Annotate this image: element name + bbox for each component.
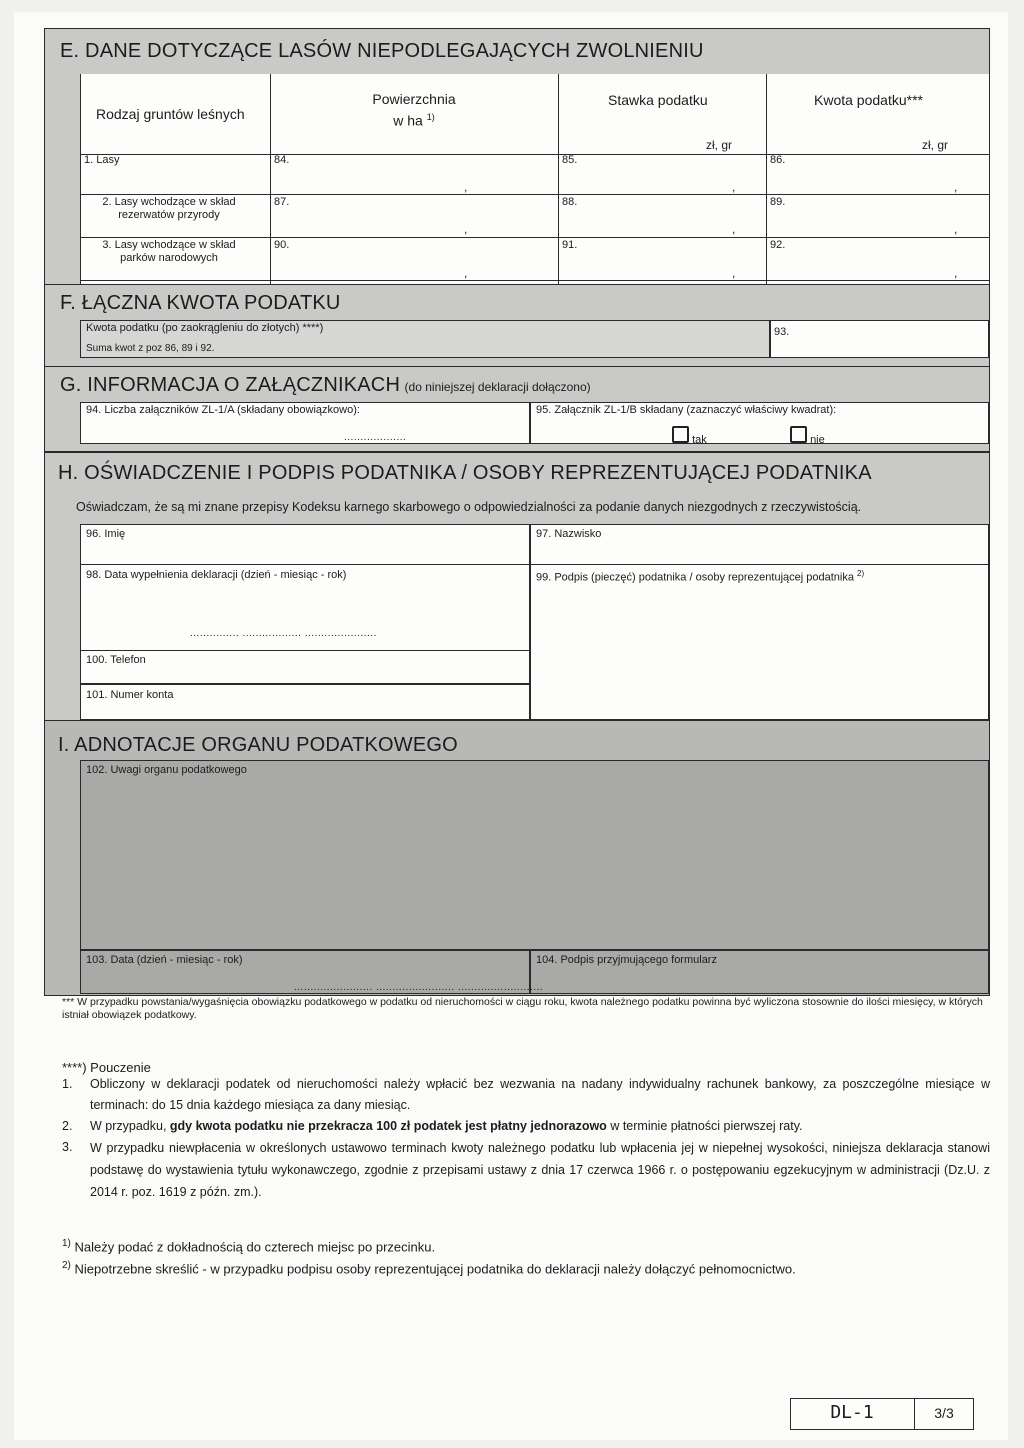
field-102: 102. Uwagi organu podatkowego bbox=[86, 764, 247, 776]
field-104-dots: ........................ ........................ .......................... bbox=[294, 982, 544, 993]
field-98-label: 98. Data wypełnienia deklaracji (dzień - miesiąc - rok) bbox=[86, 569, 347, 581]
field-102-box bbox=[80, 760, 989, 950]
field-99-label[interactable]: 99. Podpis (pieczęć) podatnika / osoby reprezentującej podatnika $^{2)}$ bbox=[536, 569, 865, 584]
field-87[interactable]: 87. bbox=[274, 196, 290, 208]
field-85[interactable]: 85. bbox=[562, 154, 578, 166]
field-93[interactable]: 93. bbox=[774, 326, 790, 338]
field-100[interactable]: 100. Telefon bbox=[86, 654, 146, 666]
field-90[interactable]: 90. bbox=[274, 239, 290, 251]
field-86[interactable]: 86. bbox=[770, 154, 786, 166]
unit-amount-currency: zł, gr bbox=[922, 138, 949, 152]
field-89[interactable]: 89. bbox=[770, 196, 786, 208]
section-g-title: G. INFORMACJA O ZAŁĄCZNIKACH (do niniejszej deklaracji dołączono) bbox=[60, 374, 591, 396]
field-100-box bbox=[80, 650, 530, 684]
field-104: 104. Podpis przyjmującego formularz bbox=[536, 954, 717, 966]
pouczenie-2-num: 2. bbox=[62, 1119, 73, 1133]
field-91[interactable]: 91. bbox=[562, 239, 578, 251]
header-land-type: Rodzaj gruntów leśnych bbox=[96, 106, 245, 122]
section-i-title: I. ADNOTACJE ORGANU PODATKOWEGO bbox=[58, 734, 458, 756]
f-total-sublabel: Suma kwot z poz 86, 89 i 92. bbox=[86, 343, 215, 354]
field-97[interactable]: 97. Nazwisko bbox=[536, 528, 602, 540]
field-101[interactable]: 101. Numer konta bbox=[86, 689, 174, 701]
page-number: 3/3 bbox=[934, 1405, 954, 1421]
unit-rate-currency: zł, gr bbox=[706, 138, 733, 152]
field-95-label: 95. Załącznik ZL-1/B składany (zaznaczyć właściwy kwadrat): bbox=[536, 404, 837, 416]
note-1: $^{1)}$ Należy podać z dokładnością do czterech miejsc po przecinku. bbox=[62, 1238, 436, 1255]
note-2: $^{2)}$ Niepotrzebne skreślić - w przypadku podpisu osoby reprezentującej podatnika do deklaracji należy dołączyć pełnomocnictwo. bbox=[62, 1260, 796, 1277]
header-tax-amount: Kwota podatku*** bbox=[814, 92, 923, 108]
field-103: 103. Data (dzień - miesiąc - rok) bbox=[86, 954, 243, 966]
field-98-input[interactable]: ............... .................. ...................... bbox=[190, 628, 377, 639]
row-lasy-label: 1. Lasy bbox=[84, 154, 120, 166]
option-tak[interactable]: tak bbox=[672, 426, 707, 446]
field-84[interactable]: 84. bbox=[274, 154, 290, 166]
section-f-title: F. ŁĄCZNA KWOTA PODATKU bbox=[60, 292, 341, 314]
form-sheet: E. DANE DOTYCZĄCE LASÓW NIEPODLEGAJĄCYCH ZWOLNIENIU Rodzaj gruntów leśnych Powierzchnia w ha $^{1)}$ Stawka podatku Kwota podatku*** zł, gr zł, gr 1. Lasy 84. 85. 86. , , , 2. Lasy wchodzące w skład rezerwatów przyrody 87. 88. 89. , , , 3. Lasy wchodzące w skład parków narodowych 90. 91. 92. , , , F. ŁĄCZNA KWOTA PODATKU Kwota podatku (po zaokrągleniu do złotych) ****) Suma kwot z poz 86, 89 i 92. 93. G. INFORMACJA O ZAŁĄCZNIKACH (do niniejszej deklaracji dołączono) 94. Liczba załączników ZL-1/A (składany obowiązkowo): ................... 95. Załącznik ZL-1/B składany (zaznaczyć właściwy kwadrat): tak nie H. OŚWIADCZENIE I PODPIS PODATNIKA / OSOBY REPREZENTUJĄCEJ PODATNIKA Oświadczam, że są mi znane przepisy Kodeksu karnego skarbowego o odpowiedzialności za podanie danych niezgodnych z rzeczywistością. 96. Imię 97. Nazwisko 98. Data wypełnienia deklaracji (dzień - miesiąc - rok) ............... .................. ...................... 99. Podpis (pieczęć) podatnika / osoby reprezentującej podatnika $^{2)}$ 100. Telefon 101. Numer konta I. ADNOTACJE ORGANU PODATKOWEGO 102. Uwagi organu podatkowego 103. Data (dzień - miesiąc - rok) 104. Podpis przyjmującego formularz ........................ ........................ .......................... *** W przypadku powstania/wygaśnięcia obowiązku podatkowego w podatku od nieruchomości w ciągu roku, kwota należnego podatku powinna być wyliczona stosownie do ilości miesięcy, w których istniał obowiązek podatkowy. ****) Pouczenie 1. Obliczony w deklaracji podatek od nieruchomości należy wpłacić bez wezwania na nadany indywidualny rachunek bankowy, za poszczególne miesiące w terminach: do 15 dnia każdego miesiąca za dany miesiąc. 2. W przypadku, gdy kwota podatku nie przekracza 100 zł podatek jest płatny jednorazowo w terminie płatności pierwszej raty. 3. W przypadku niewpłacenia w określonych ustawowo terminach kwoty należnego podatku lub wpłacenia jej w niepełnej wysokości, niniejsza deklaracja stanowi podstawę do wystawienia tytułu wykonawczego, zgodnie z przepisami ustawy z dnia 17 czerwca 1966 r. o postępowaniu egzekucyjnym w administracji (Dz.U. z 2014 r. poz. 1619 z późn. zm.). $^{1)}$ Należy podać z dokładnością do czterech miejsc po przecinku. $^{2)}$ Niepotrzebne skreślić - w przypadku podpisu osoby reprezentującej podatnika do deklaracji należy dołączyć pełnomocnictwo. DL-1 3/3 bbox=[14, 12, 1008, 1440]
pouczenie-3: W przypadku niewpłacenia w określonych ustawowo terminach kwoty należnego podatku lub wpłacenia jej w niepełnej wysokości, niniejsza deklaracja stanowi podstawę do wystawienia tytułu wykonawczego, zgodnie z przepisami ustawy z dnia 17 czerwca 1966 r. o postępowaniu egzekucyjnym w administracji (Dz.U. z 2014 r. poz. 1619 z późn. zm.). bbox=[90, 1141, 990, 1199]
pouczenie-3-num: 3. bbox=[62, 1140, 73, 1154]
form-id: DL-1 bbox=[830, 1402, 874, 1423]
field-96[interactable]: 96. Imię bbox=[86, 528, 126, 540]
checkbox-tak-icon[interactable] bbox=[672, 426, 689, 443]
field-94-input[interactable]: ................... bbox=[344, 432, 407, 443]
pouczenie-title: ****) Pouczenie bbox=[62, 1060, 151, 1075]
pouczenie-1: Obliczony w deklaracji podatek od nieruchomości należy wpłacić bez wezwania na nadany indywidualny rachunek bankowy, za poszczególne miesiące w terminach: do 15 dnia każdego miesiąca za dany miesiąc. bbox=[90, 1077, 990, 1112]
field-92[interactable]: 92. bbox=[770, 239, 786, 251]
h-statement: Oświadczam, że są mi znane przepisy Kodeksu karnego skarbowego o odpowiedzialności za podanie danych niezgodnych z rzeczywistością. bbox=[76, 500, 862, 514]
pouczenie-1-num: 1. bbox=[62, 1077, 73, 1091]
field-93-box bbox=[770, 320, 989, 358]
section-h-title: H. OŚWIADCZENIE I PODPIS PODATNIKA / OSOBY REPREZENTUJĄCEJ PODATNIKA bbox=[58, 462, 872, 484]
field-94-label: 94. Liczba załączników ZL-1/A (składany obowiązkowo): bbox=[86, 404, 360, 416]
checkbox-nie-icon[interactable] bbox=[790, 426, 807, 443]
f-total-label: Kwota podatku (po zaokrągleniu do złotych) ****) bbox=[86, 322, 324, 334]
field-99-box bbox=[530, 564, 989, 720]
field-96-box bbox=[80, 524, 530, 566]
section-e-title: E. DANE DOTYCZĄCE LASÓW NIEPODLEGAJĄCYCH ZWOLNIENIU bbox=[60, 40, 704, 62]
field-88[interactable]: 88. bbox=[562, 196, 578, 208]
footnote-triple-star: *** W przypadku powstania/wygaśnięcia obowiązku podatkowego w podatku od nieruchomości w ciągu roku, kwota należnego podatku powinna być wyliczona stosownie do ilości miesięcy, w których istniał obowiązek podatkowy. bbox=[62, 996, 983, 1021]
pouczenie-2: W przypadku, gdy kwota podatku nie przekracza 100 zł podatek jest płatny jednorazowo w terminie płatności pierwszej raty. bbox=[90, 1119, 803, 1133]
row-reserves-label: 2. Lasy wchodzące w skład rezerwatów przyrody bbox=[102, 196, 236, 221]
option-nie[interactable]: nie bbox=[790, 426, 825, 446]
header-tax-rate: Stawka podatku bbox=[608, 92, 708, 108]
row-parks-label: 3. Lasy wchodzące w skład parków narodowych bbox=[102, 239, 236, 264]
header-area: Powierzchnia w ha $^{1)}$ bbox=[372, 91, 456, 129]
